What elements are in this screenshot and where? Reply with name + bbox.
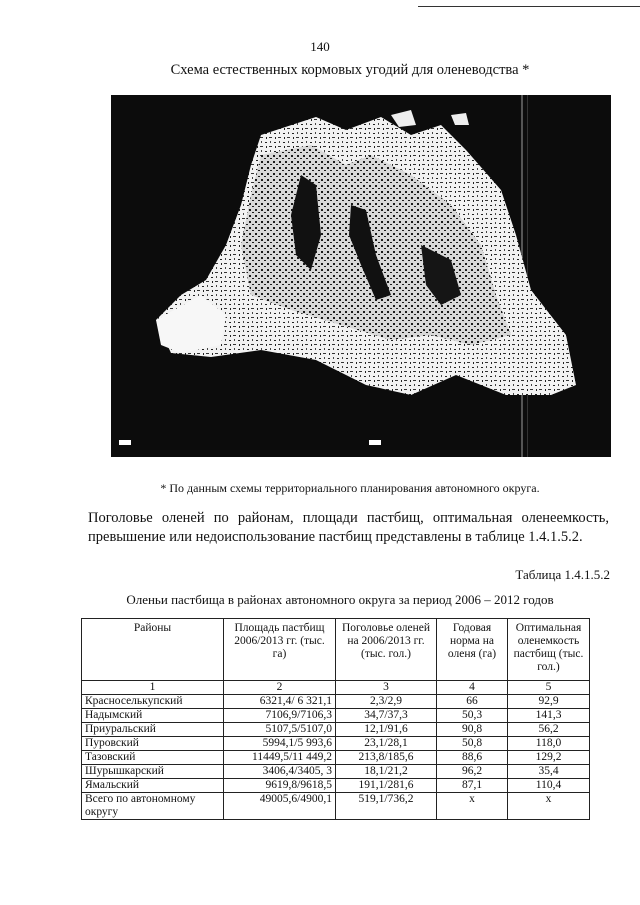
area-cell: 11449,5/11 449,2 <box>224 751 336 765</box>
capacity-cell: 92,9 <box>508 695 590 709</box>
norm-cell: 50,3 <box>437 709 508 723</box>
norm-cell: 90,8 <box>437 723 508 737</box>
pasture-table <box>81 618 590 820</box>
capacity-cell: 35,4 <box>508 765 590 779</box>
livestock-cell: 18,1/21,2 <box>336 765 437 779</box>
header-capacity: Оптимальная оленемкость пастбищ (тыс. гол.) <box>508 619 590 681</box>
capacity-cell: 56,2 <box>508 723 590 737</box>
livestock-cell: 12,1/91,6 <box>336 723 437 737</box>
table-row-total <box>82 793 590 820</box>
table-row <box>82 695 590 709</box>
norm-cell: 96,2 <box>437 765 508 779</box>
table-row <box>82 737 590 751</box>
district-cell: Красноселькупский <box>82 695 224 709</box>
table-number: Таблица 1.4.1.5.2 <box>515 567 610 582</box>
capacity-cell: 110,4 <box>508 779 590 793</box>
table-row <box>82 765 590 779</box>
area-cell: 6321,4/ 6 321,1 <box>224 695 336 709</box>
district-cell: Приуральский <box>82 723 224 737</box>
area-cell: 5994,1/5 993,6 <box>224 737 336 751</box>
livestock-cell: 23,1/28,1 <box>336 737 437 751</box>
district-cell: Надымский <box>82 709 224 723</box>
area-cell: 9619,8/9618,5 <box>224 779 336 793</box>
area-cell: 3406,4/3405, 3 <box>224 765 336 779</box>
column-number: 1 <box>82 681 224 695</box>
capacity-cell: 129,2 <box>508 751 590 765</box>
norm-cell: 87,1 <box>437 779 508 793</box>
district-cell: Пуровский <box>82 737 224 751</box>
capacity-cell: x <box>508 793 590 820</box>
capacity-cell: 118,0 <box>508 737 590 751</box>
district-cell: Ямальский <box>82 779 224 793</box>
norm-cell: 88,6 <box>437 751 508 765</box>
header-livestock: Поголовье оленей на 2006/2013 гг. (тыс. гол.) <box>336 619 437 681</box>
map-title: Схема естественных кормовых угодий для оленеводства * <box>170 62 530 78</box>
area-cell: 49005,6/4900,1 <box>224 793 336 820</box>
district-cell: Шурышкарский <box>82 765 224 779</box>
area-cell: 7106,9/7106,3 <box>224 709 336 723</box>
livestock-cell: 213,8/185,6 <box>336 751 437 765</box>
page-number: 140 <box>310 39 330 54</box>
table-title: Оленьи пастбища в районах автономного округа за период 2006 – 2012 годов <box>126 592 554 607</box>
livestock-cell: 519,1/736,2 <box>336 793 437 820</box>
header-norm: Годовая норма на оленя (га) <box>437 619 508 681</box>
header-districts: Районы <box>82 619 224 681</box>
livestock-cell: 2,3/2,9 <box>336 695 437 709</box>
body-paragraph: Поголовье оленей по районам, площади пастбищ, оптимальная оленеемкость, превышение или недоиспользование пастбищ представлены в таблице 1.4.1.5.2. <box>88 510 609 545</box>
district-cell: Всего по автономному округу <box>82 793 224 820</box>
district-cell: Тазовский <box>82 751 224 765</box>
column-number: 5 <box>508 681 590 695</box>
column-number-row <box>82 681 590 695</box>
area-cell: 5107,5/5107,0 <box>224 723 336 737</box>
column-number: 4 <box>437 681 508 695</box>
map-graphic <box>111 95 611 457</box>
header-row <box>82 619 590 681</box>
livestock-cell: 191,1/281,6 <box>336 779 437 793</box>
column-number: 3 <box>336 681 437 695</box>
capacity-cell: 141,3 <box>508 709 590 723</box>
norm-cell: x <box>437 793 508 820</box>
top-rule <box>418 6 640 7</box>
table-row <box>82 723 590 737</box>
column-number: 2 <box>224 681 336 695</box>
table-row <box>82 779 590 793</box>
table-row <box>82 709 590 723</box>
table-row <box>82 751 590 765</box>
livestock-cell: 34,7/37,3 <box>336 709 437 723</box>
norm-cell: 50,8 <box>437 737 508 751</box>
map-footnote: * По данным схемы территориального планирования автономного округа. <box>160 481 540 495</box>
norm-cell: 66 <box>437 695 508 709</box>
vegetation-map <box>111 95 611 457</box>
header-area: Площадь пастбищ 2006/2013 гг. (тыс. га) <box>224 619 336 681</box>
